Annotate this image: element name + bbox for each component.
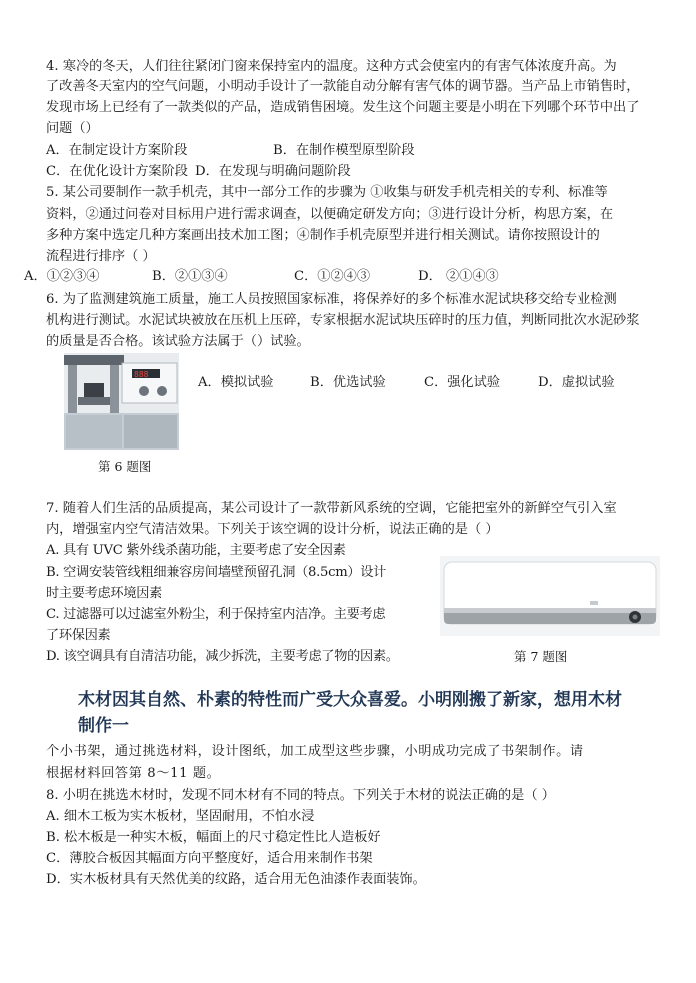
q7-line-1: 7. 随着人们生活的品质提高，某公司设计了一款带新风系统的空调，它能把室外的新鲜空气引入室 [46,501,617,516]
q4-line-2: 了改善冬天室内的空气问题，小明动手设计了一款能自动分解有害气体的调节器。当产品上市销售时， [46,79,640,94]
q5-option-b[interactable]: B．②①③④ [152,269,228,284]
q6-line-1: 6. 为了监测建筑施工质量，施工人员按照国家标准，将保养好的多个标准水泥试块移交给专业检测 [46,292,617,307]
q5-option-c[interactable]: C．①②④③ [294,269,371,284]
machine-display-readout: 888 [134,370,149,379]
q8-option-c[interactable]: C．薄胶合板因其幅面方向平整度好，适合用来制作书架 [46,851,373,866]
q7-option-b[interactable]: B. 空调安装管线粗细兼容房间墙壁预留孔洞（8.5cm）设计 [46,565,387,580]
q7-line-2: 内，增强室内空气清洁效果。下列关于该空调的设计分析，说法正确的是（ ） [46,522,499,537]
q6-option-c[interactable]: C．强化试验 [424,375,501,390]
q6-line-3: 的质量是否合格。该试验方法属于（）试验。 [46,334,310,349]
q6-option-b[interactable]: B．优选试验 [310,375,386,390]
q4-line-1: 4. 寒冷的冬天，人们往往紧闭门窗来保持室内的温度。这种方式会使室内的有害气体浓度升高。为 [46,59,617,74]
q8-option-a[interactable]: A. 细木工板为实木板材，坚固耐用，不怕水浸 [46,809,315,824]
q5-option-a[interactable]: A．①②③④ [24,269,100,284]
q7-option-a[interactable]: A. 具有 UVC 紫外线杀菌功能，主要考虑了安全因素 [46,543,346,558]
q4-line-4: 问题（） [46,121,99,136]
q6-line-2: 机构进行测试。水泥试块被放在压机上压碎，专家根据水泥试块压碎时的压力值，判断同批次水泥砂浆 [46,313,640,328]
figure-6-caption: 第 6 题图 [98,459,152,474]
q4-option-c[interactable]: C．在优化设计方案阶段 [46,164,188,179]
q8-option-b[interactable]: B. 松木板是一种实木板，幅面上的尺寸稳定性比人造板好 [46,830,381,845]
q4-option-b[interactable]: B．在制作模型原型阶段 [273,143,415,158]
q7-option-c-continued: 了环保因素 [46,628,111,643]
q5-option-d[interactable]: D． ②①④③ [418,269,499,284]
q6-option-d[interactable]: D．虚拟试验 [538,375,615,390]
q7-option-c[interactable]: C. 过滤器可以过滤室外粉尘，利于保持室内洁净。主要考虑 [46,607,386,622]
compression-testing-machine-image [64,353,179,450]
q7-option-b-continued: 时主要考虑环境因素 [46,586,162,601]
q6-option-a[interactable]: A．模拟试验 [198,375,274,390]
q4-line-3: 发现市场上已经有了一款类似的产品，造成销售困境。发生这个问题主要是小明在下列哪个环节中出了 [46,100,640,115]
passage-body-line-2: 根据材料回答第 8～11 题。 [46,766,221,781]
passage-body-line-1: 个小书架，通过挑选材料，设计图纸，加工成型这些步骤，小明成功完成了书架制作。请 [46,744,584,759]
q8-line-1: 8. 小明在挑选木材时，发现不同木材有不同的特点。下列关于木材的说法正确的是（ ） [46,788,555,803]
q5-line-3: 多种方案中选定几种方案画出技术加工图；④制作手机壳原型并进行相关测试。请你按照设计的 [46,228,600,243]
passage-heading-line-2: 制作一 [78,716,129,736]
q5-line-1: 5. 某公司要制作一款手机壳，其中一部分工作的步骤为 ①收集与研发手机壳相关的专利、标准等 [46,185,608,200]
q8-option-d[interactable]: D．实木板材具有天然优美的纹路，适合用无色油漆作表面装饰。 [46,872,426,887]
q5-line-2: 资料，②通过问卷对目标用户进行需求调查，以便确定研发方向；③进行设计分析，构思方案，在 [46,207,614,222]
air-conditioner-image [440,556,660,636]
passage-heading-line-1: 木材因其自然、朴素的特性而广受大众喜爱。小明刚搬了新家，想用木材 [78,690,622,710]
q4-option-a[interactable]: A．在制定设计方案阶段 [46,143,188,158]
q4-option-d[interactable]: D．在发现与明确问题阶段 [195,164,351,179]
q7-option-d[interactable]: D. 该空调具有自清洁功能，减少拆洗，主要考虑了物的因素。 [46,649,399,664]
figure-7-caption: 第 7 题图 [514,649,568,664]
q5-line-4: 流程进行排序（ ） [46,249,156,264]
